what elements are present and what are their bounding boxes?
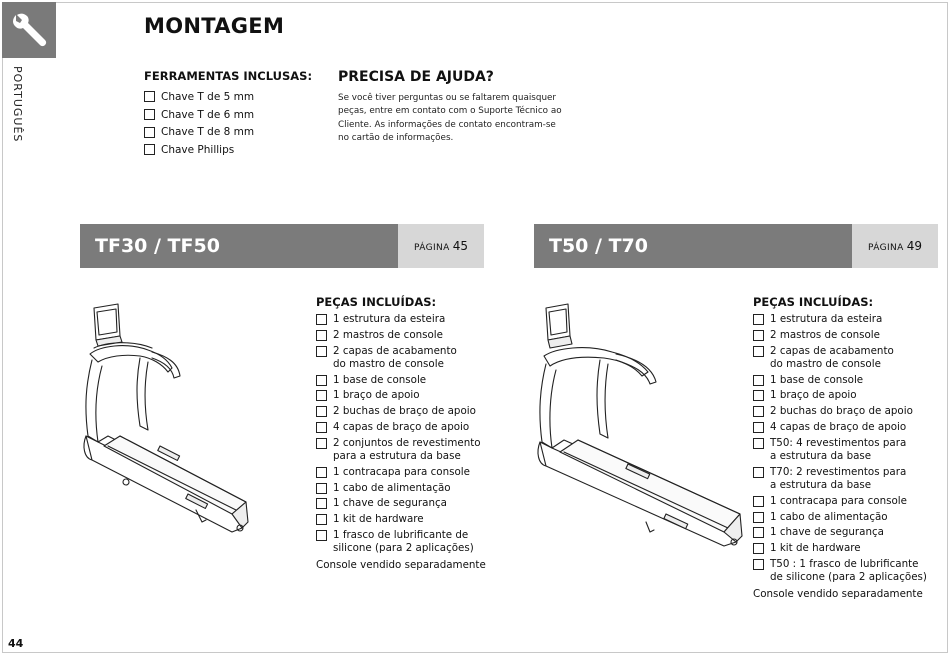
parts-heading: PEÇAS INCLUÍDAS: [753, 295, 874, 309]
list-item: 4 capas de braço de apoio [753, 421, 927, 434]
checkbox[interactable] [144, 127, 155, 138]
tools-list [144, 88, 254, 159]
list-item: 2 buchas de braço de apoio [316, 405, 481, 418]
list-item: 4 capas de braço de apoio [316, 421, 481, 434]
list-item: 2 capas de acabamento do mastro de console [753, 345, 927, 371]
help-text: Se você tiver perguntas ou se faltarem quaisquer peças, entre em contato com o Suporte Técnico ao Cliente. As informações de contato encontram-se no cartão de informações. [338, 93, 562, 144]
list-item: 1 kit de hardware [753, 542, 927, 555]
list-item: 1 chave de segurança [316, 497, 481, 510]
checkbox[interactable] [753, 438, 764, 449]
parts-heading: PEÇAS INCLUÍDAS: [316, 295, 437, 309]
treadmill-illustration-t50-t70 [516, 296, 750, 548]
list-item: 1 base de console [753, 374, 927, 387]
checkbox[interactable] [316, 498, 327, 509]
page-number: 44 [8, 637, 24, 650]
wrench-icon [10, 11, 48, 49]
tools-heading: FERRAMENTAS INCLUSAS: [144, 69, 313, 83]
checkbox[interactable] [316, 406, 327, 417]
checkbox[interactable] [753, 390, 764, 401]
page-word: PÁGINA [867, 243, 904, 253]
console-note: Console vendido separadamente [753, 588, 923, 600]
checkbox[interactable] [753, 375, 764, 386]
console-note: Console vendido separadamente [316, 559, 486, 571]
tool-item: Chave T de 5 mm [144, 88, 254, 106]
list-item: 1 frasco de lubrificante de silicone (para 2 aplicações) [316, 529, 481, 555]
list-item: 2 mastros de console [753, 329, 927, 342]
list-item: 1 estrutura da esteira [753, 313, 927, 326]
checkbox[interactable] [753, 496, 764, 507]
checkbox[interactable] [316, 330, 327, 341]
list-item: 1 chave de segurança [753, 526, 927, 539]
tool-item: Chave T de 6 mm [144, 106, 254, 124]
page-reference [398, 224, 484, 268]
parts-list-t50-t70 [753, 313, 927, 587]
treadmill-illustration-tf30-tf50 [56, 296, 256, 548]
parts-list-tf30-tf50 [316, 313, 481, 558]
list-item: 2 capas de acabamento do mastro de console [316, 345, 481, 371]
list-item: 1 cabo de alimentação [753, 511, 927, 524]
page-title: MONTAGEM [144, 14, 285, 38]
checkbox[interactable] [753, 512, 764, 523]
list-item: T50: 4 revestimentos para a estrutura da base [753, 437, 927, 463]
checkbox[interactable] [316, 530, 327, 541]
checkbox[interactable] [144, 144, 155, 155]
help-heading: PRECISA DE AJUDA? [338, 69, 494, 85]
list-item: 2 buchas do braço de apoio [753, 405, 927, 418]
tool-item: Chave T de 8 mm [144, 123, 254, 141]
page-reference [852, 224, 938, 268]
checkbox[interactable] [753, 330, 764, 341]
checkbox[interactable] [316, 483, 327, 494]
model-banner-t50-t70 [534, 224, 938, 268]
page-ref-number: 45 [452, 239, 469, 253]
checkbox[interactable] [753, 346, 764, 357]
list-item: 1 cabo de alimentação [316, 482, 481, 495]
checkbox[interactable] [316, 438, 327, 449]
list-item: 2 conjuntos de revestimento para a estrutura da base [316, 437, 481, 463]
page-ref-number: 49 [906, 239, 923, 253]
tool-item: Chave Phillips [144, 141, 254, 159]
checkbox[interactable] [144, 91, 155, 102]
model-banner-label: T50 / T70 [534, 224, 852, 268]
list-item: 1 kit de hardware [316, 513, 481, 526]
checkbox[interactable] [316, 346, 327, 357]
model-banner-tf30-tf50 [80, 224, 484, 268]
checkbox[interactable] [753, 527, 764, 538]
list-item: 1 base de console [316, 374, 481, 387]
page-word: PÁGINA [413, 243, 450, 253]
checkbox[interactable] [144, 109, 155, 120]
list-item: 1 braço de apoio [316, 389, 481, 402]
list-item: 1 contracapa para console [316, 466, 481, 479]
checkbox[interactable] [316, 514, 327, 525]
checkbox[interactable] [753, 559, 764, 570]
checkbox[interactable] [753, 406, 764, 417]
tool-badge [2, 2, 56, 58]
checkbox[interactable] [316, 375, 327, 386]
list-item: T70: 2 revestimentos para a estrutura da base [753, 466, 927, 492]
checkbox[interactable] [316, 467, 327, 478]
checkbox[interactable] [316, 422, 327, 433]
checkbox[interactable] [316, 390, 327, 401]
list-item: T50 : 1 frasco de lubrificante de silicone (para 2 aplicações) [753, 558, 927, 584]
checkbox[interactable] [316, 314, 327, 325]
model-banner-label: TF30 / TF50 [80, 224, 398, 268]
checkbox[interactable] [753, 543, 764, 554]
list-item: 1 braço de apoio [753, 389, 927, 402]
list-item: 1 contracapa para console [753, 495, 927, 508]
checkbox[interactable] [753, 314, 764, 325]
checkbox[interactable] [753, 467, 764, 478]
list-item: 2 mastros de console [316, 329, 481, 342]
checkbox[interactable] [753, 422, 764, 433]
language-tab [2, 58, 30, 150]
language-tab-label: PORTUGUÊS [11, 66, 24, 143]
list-item: 1 estrutura da esteira [316, 313, 481, 326]
